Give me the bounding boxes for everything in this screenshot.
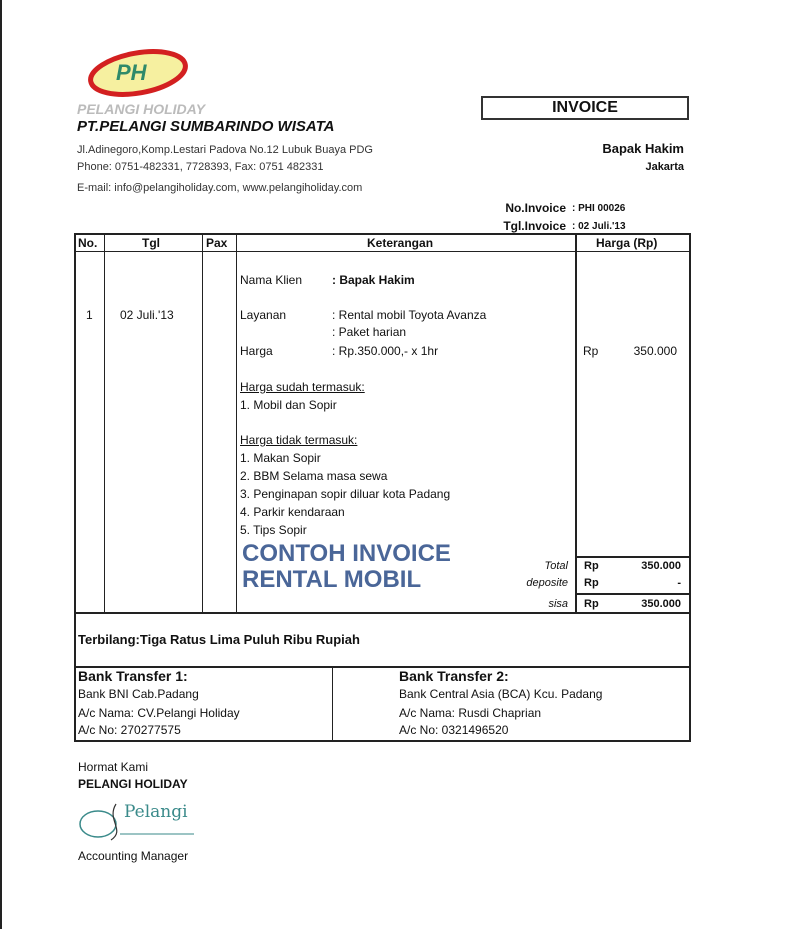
row-tgl: 02 Juli.'13 bbox=[120, 308, 174, 322]
excluded-item: 4. Parkir kendaraan bbox=[240, 505, 345, 519]
bank-2-account-no: A/c No: 0321496520 bbox=[399, 723, 509, 737]
header-pax: Pax bbox=[206, 236, 228, 250]
excluded-item: 3. Penginapan sopir diluar kota Padang bbox=[240, 487, 451, 501]
deposit-label: deposite bbox=[526, 577, 568, 589]
header-tgl: Tgl bbox=[142, 236, 160, 250]
stamp-text: Pelangi bbox=[124, 802, 188, 822]
invoice-title: INVOICE bbox=[481, 96, 689, 120]
detail-value: : Paket harian bbox=[332, 325, 407, 339]
balance-currency: Rp bbox=[584, 598, 599, 610]
company-logo bbox=[86, 48, 190, 98]
row-no: 1 bbox=[86, 308, 93, 322]
bank-1-account-name: A/c Nama: CV.Pelangi Holiday bbox=[78, 706, 240, 720]
header-harga: Harga (Rp) bbox=[596, 236, 658, 250]
sign-role: Accounting Manager bbox=[78, 849, 189, 863]
detail-label: Nama Klien bbox=[240, 273, 303, 287]
detail-value: : Rp.350.000,- x 1hr bbox=[332, 344, 439, 358]
company-name: PT.PELANGI SUMBARINDO WISATA bbox=[77, 118, 335, 135]
price-value: 350.000 bbox=[633, 344, 677, 358]
excluded-title: Harga tidak termasuk: bbox=[240, 433, 358, 447]
detail-label: Layanan bbox=[240, 308, 287, 322]
client-city: Jakarta bbox=[645, 161, 684, 173]
bank-1-account-no: A/c No: 270277575 bbox=[78, 723, 181, 737]
invoice-date-value: : 02 Juli.'13 bbox=[572, 221, 626, 232]
bank-2-account-name: A/c Nama: Rusdi Chaprian bbox=[399, 706, 542, 720]
price-currency: Rp bbox=[583, 344, 599, 358]
excluded-item: 5. Tips Sopir bbox=[240, 523, 307, 537]
client-name: Bapak Hakim bbox=[602, 141, 684, 156]
bank-1-name: Bank BNI Cab.Padang bbox=[78, 687, 199, 701]
signature-stamp bbox=[76, 800, 200, 842]
total-label: Total bbox=[544, 560, 568, 572]
bank-1-title: Bank Transfer 1: bbox=[78, 668, 188, 684]
company-email: E-mail: info@pelangiholiday.com, www.pelangiholiday.com bbox=[77, 182, 363, 194]
detail-label: Harga bbox=[240, 344, 273, 358]
balance-value: 350.000 bbox=[641, 598, 681, 610]
detail-value: : Rental mobil Toyota Avanza bbox=[332, 308, 487, 322]
amount-in-words: Terbilang:Tiga Ratus Lima Puluh Ribu Rupiah bbox=[78, 632, 360, 647]
header-keterangan: Keterangan bbox=[367, 236, 434, 250]
logo-text: PH bbox=[116, 60, 147, 85]
company-phone: Phone: 0751-482331, 7728393, Fax: 0751 482331 bbox=[77, 161, 324, 173]
deposit-currency: Rp bbox=[584, 577, 599, 589]
invoice-no-label: No.Invoice bbox=[505, 201, 566, 215]
sign-greeting: Hormat Kami bbox=[78, 760, 149, 774]
bank-2-title: Bank Transfer 2: bbox=[399, 668, 509, 684]
total-value: 350.000 bbox=[641, 560, 681, 572]
total-currency: Rp bbox=[584, 560, 599, 572]
invoice-date-label: Tgl.Invoice bbox=[503, 219, 566, 233]
balance-label: sisa bbox=[548, 598, 568, 610]
included-item: 1. Mobil dan Sopir bbox=[240, 398, 337, 412]
brand-name: PELANGI HOLIDAY bbox=[77, 101, 206, 117]
invoice-no-value: : PHI 00026 bbox=[572, 203, 626, 214]
watermark: CONTOH INVOICE RENTAL MOBIL bbox=[242, 540, 451, 593]
header-no: No. bbox=[78, 236, 98, 250]
detail-value: : Bapak Hakim bbox=[332, 273, 415, 287]
company-address: Jl.Adinegoro,Komp.Lestari Padova No.12 Lubuk Buaya PDG bbox=[77, 144, 373, 156]
excluded-item: 2. BBM Selama masa sewa bbox=[240, 469, 388, 483]
sign-company: PELANGI HOLIDAY bbox=[78, 777, 188, 791]
included-title: Harga sudah termasuk: bbox=[240, 380, 365, 394]
deposit-value: - bbox=[677, 577, 681, 589]
excluded-item: 1. Makan Sopir bbox=[240, 451, 321, 465]
bank-2-name: Bank Central Asia (BCA) Kcu. Padang bbox=[399, 687, 603, 701]
